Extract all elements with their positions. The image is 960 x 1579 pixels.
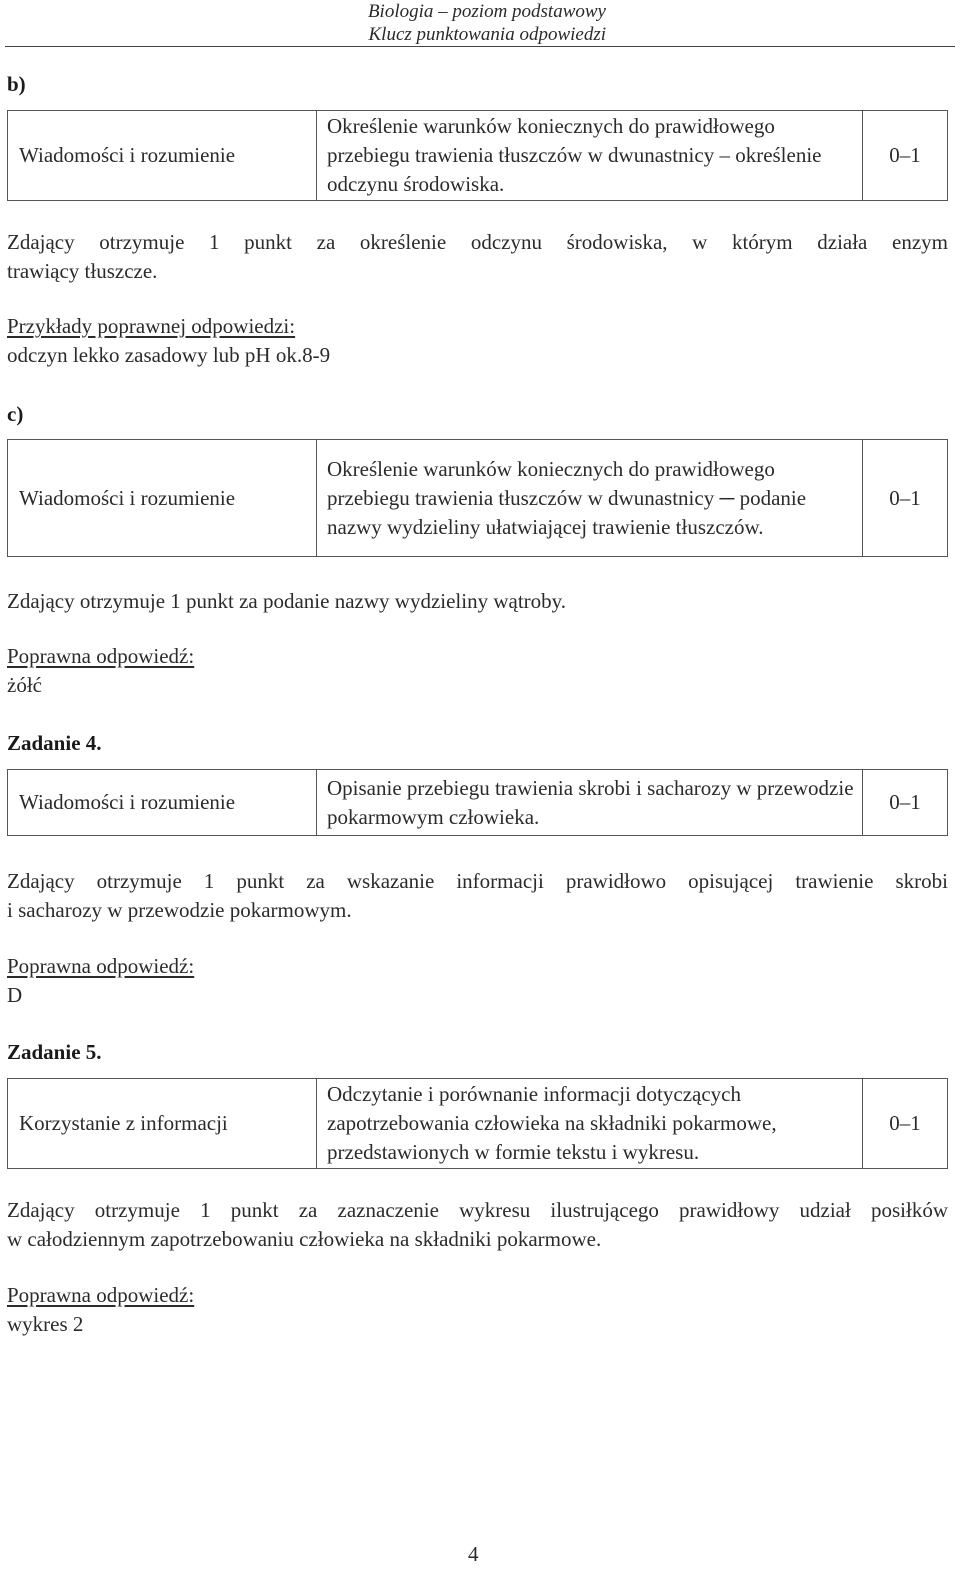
task5-scoring-line1: Zdający otrzymuje 1 punkt za zaznaczenie wykresu ilustrującego prawidłowy udział posiłków — [7, 1198, 948, 1222]
section-b-scoring-line2: trawiący tłuszcze. — [7, 259, 158, 283]
section-b-label: b) — [7, 72, 26, 96]
task4-scoring-line2: i sacharozy w przewodzie pokarmowym. — [7, 898, 352, 922]
task5-criteria-table — [7, 1078, 948, 1169]
task4-label: Zadanie 4. — [7, 731, 102, 755]
table-row — [8, 1079, 948, 1169]
page-number: 4 — [468, 1542, 479, 1566]
section-b-criteria-table — [7, 110, 948, 201]
task4-criteria-table — [7, 769, 948, 836]
points-cell: 0–1 — [863, 111, 948, 201]
requirement-cell: Określenie warunków koniecznych do prawidłowego przebiegu trawienia tłuszczów w dwunastnicy ─ podanie nazwy wydzieliny ułatwiającej trawienie tłuszczów. — [317, 440, 863, 557]
skill-area-cell: Wiadomości i rozumienie — [8, 440, 317, 557]
task4-answer-label: Poprawna odpowiedź: — [7, 954, 195, 978]
skill-area-cell: Korzystanie z informacji — [8, 1079, 317, 1169]
section-b-answer: odczyn lekko zasadowy lub pH ok.8-9 — [7, 343, 331, 367]
table-row — [8, 111, 948, 201]
skill-area-cell: Wiadomości i rozumienie — [8, 770, 317, 836]
section-c-answer: żółć — [7, 673, 42, 697]
section-c-answer-label: Poprawna odpowiedź: — [7, 644, 195, 668]
points-cell: 0–1 — [863, 770, 948, 836]
task4-answer: D — [7, 983, 23, 1007]
task5-scoring-line2: w całodziennym zapotrzebowaniu człowieka na składniki pokarmowe. — [7, 1227, 602, 1251]
section-c-scoring: Zdający otrzymuje 1 punkt za podanie nazwy wydzieliny wątroby. — [7, 589, 567, 613]
header-divider — [5, 46, 955, 47]
task5-answer: wykres 2 — [7, 1312, 84, 1336]
requirement-cell: Określenie warunków koniecznych do prawidłowego przebiegu trawienia tłuszczów w dwunastnicy – określenie odczynu środowiska. — [317, 111, 863, 201]
page-header — [368, 0, 606, 46]
section-b-answer-label: Przykłady poprawnej odpowiedzi: — [7, 314, 296, 338]
header-subject: Biologia – poziom podstawowy — [367, 1, 606, 22]
points-cell: 0–1 — [863, 1079, 948, 1169]
task4-scoring-line1: Zdający otrzymuje 1 punkt za wskazanie informacji prawidłowo opisującej trawienie skrobi — [7, 869, 948, 893]
task5-answer-label: Poprawna odpowiedź: — [7, 1283, 195, 1307]
section-c-criteria-table — [7, 439, 948, 557]
section-c-label: c) — [7, 402, 24, 426]
requirement-cell: Opisanie przebiegu trawienia skrobi i sacharozy w przewodzie pokarmowym człowieka. — [317, 770, 863, 836]
points-cell: 0–1 — [863, 440, 948, 557]
skill-area-cell: Wiadomości i rozumienie — [8, 111, 317, 201]
task5-label: Zadanie 5. — [7, 1040, 102, 1064]
header-subtitle: Klucz punktowania odpowiedzi — [368, 24, 606, 45]
table-row — [8, 770, 948, 836]
table-row — [8, 440, 948, 557]
section-b-scoring-line1: Zdający otrzymuje 1 punkt za określenie odczynu środowiska, w którym działa enzym — [7, 230, 948, 254]
requirement-cell: Odczytanie i porównanie informacji dotyczących zapotrzebowania człowieka na składniki pokarmowe, przedstawionych w formie tekstu i wykresu. — [317, 1079, 863, 1169]
